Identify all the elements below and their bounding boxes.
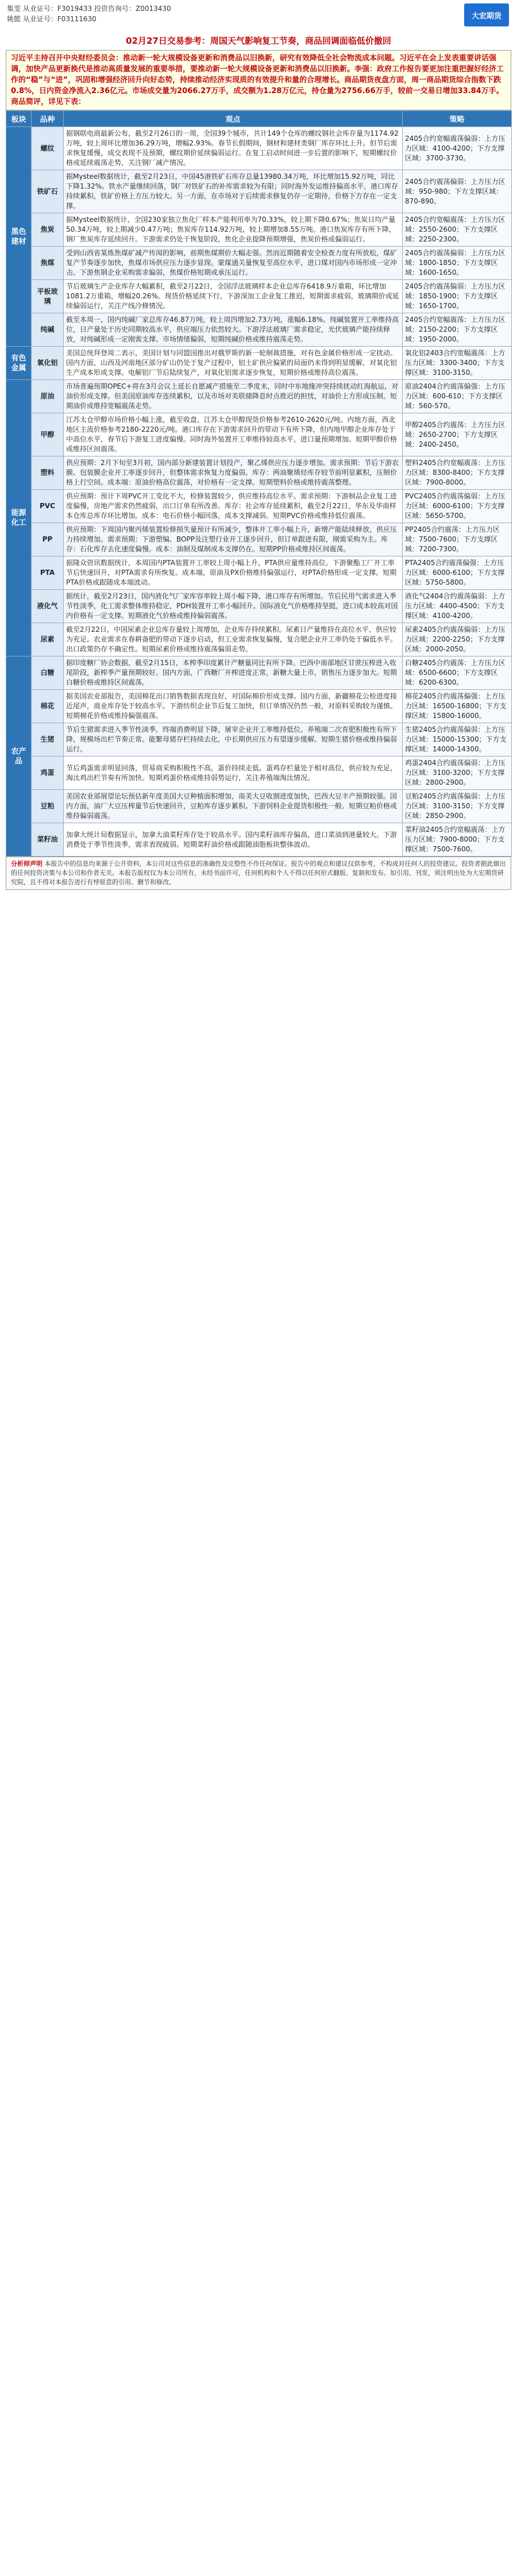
view-cell: 江苏太仓甲醇市场价格小幅上涨，截至收盘，江苏太仓甲醇现货价格参考2610-2620元/吨。内地方面，西北地区主流价格参考2180-2220元/吨。港口库存在下游需求回升的带动下有所下降，但内地甲醇企业库存处于中高位水平，春节后下游复工进度偏慢。同时海外装置开工率维持较高水平，进口量预期增加。短期甲醇价格或维持区间震荡。 <box>64 413 403 456</box>
table-row <box>6 757 512 790</box>
product-cell: 焦煤 <box>32 247 64 280</box>
product-cell: 氧化铝 <box>32 347 64 380</box>
view-cell: 据隆众资讯数据统计，本周国内PTA装置开工率较上周小幅上升，PTA供应量维持高位。下游聚酯工厂开工率节后快速回升，对PTA需求有所恢复。成本端，原油及PX价格维持偏强运行，对PTA价格形成一定支撑。短期PTA价格或跟随成本端波动。 <box>64 556 403 590</box>
category-cell: 农产品 <box>6 657 32 857</box>
header-strategy: 策略 <box>403 111 512 127</box>
table-row <box>6 280 512 313</box>
product-cell: 菜籽油 <box>32 823 64 857</box>
product-cell: 塑料 <box>32 456 64 490</box>
category-cell: 能源化工 <box>6 380 32 657</box>
report-page <box>0 0 517 890</box>
view-cell: 美国农业部展望论坛预估新年度美国大豆种植面积增加，南美大豆收割进度加快，巴西大豆丰产预期较强。国内方面，油厂大豆压榨量节后快速回升，豆粕库存逐步累积。下游饲料企业提货积极性一般。短期豆粕价格或维持偏弱震荡。 <box>64 790 403 823</box>
view-cell: 截至本周一，国内纯碱厂家总库存46.87万吨，较上周四增加2.73万吨，涨幅6.18%。纯碱装置开工率维持高位，日产量处于历史同期较高水平，供应端压力依然较大。下游浮法玻璃厂需求稳定，光伏玻璃产能持续释放，对纯碱形成一定刚需支撑。市场情绪偏弱，短期纯碱价格或维持震荡走势。 <box>64 313 403 347</box>
product-cell: 螺纹 <box>32 127 64 170</box>
product-cell: PTA <box>32 556 64 590</box>
analyst-line-1: 集雯 从业证号：F3019433 投资咨询号：Z0013430 <box>7 5 171 13</box>
product-cell: 生猪 <box>32 723 64 757</box>
product-cell: 焦炭 <box>32 213 64 247</box>
strategy-cell: 2405合约宽幅震荡：上方压力区域：2150-2200；下方支撑区域：1950-2000。 <box>403 313 512 347</box>
strategy-cell: 氧化铝2403合约宽幅震荡：上方压力区域：3300-3400；下方支撑区域：3100-3150。 <box>403 347 512 380</box>
product-cell: 液化气 <box>32 590 64 623</box>
product-cell: 纯碱 <box>32 313 64 347</box>
analyst-info <box>7 3 171 24</box>
table-row <box>6 347 512 380</box>
view-cell: 美国总统拜登周二表示，美国计划与同盟国推出对俄罗斯的新一轮制裁措施，对有色金属价格形成一定扰动。国内方面，山西及河南地区部分矿山仍处于复产过程中，铝土矿供应偏紧的局面仍未得到明显缓解，对氧化铝生产成本形成支撑。电解铝厂节后陆续复产，对氧化铝需求逐步恢复，短期价格或维持高位震荡。 <box>64 347 403 380</box>
strategy-cell: 塑料2405合约宽幅震荡：上方压力区域：8300-8400；下方支撑区域：7900-8000。 <box>403 456 512 490</box>
view-cell: 据美国农业部报告，美国棉花出口销售数据表现良好，对国际棉价形成支撑。国内方面，新疆棉花公检进度接近尾声，商业库存处于较高水平。下游纺织企业节后复工加快，但订单情况仍然一般，对原料采购较为谨慎。短期棉花价格或维持偏强震荡。 <box>64 690 403 723</box>
table-row <box>6 823 512 857</box>
product-cell: 原油 <box>32 380 64 413</box>
product-cell: 白糖 <box>32 657 64 690</box>
product-cell: PP <box>32 523 64 556</box>
table-row <box>6 127 512 170</box>
strategy-cell: 菜籽油2405合约宽幅震荡：上方压力区域：7900-8000；下方支撑区域：7500-7600。 <box>403 823 512 857</box>
product-cell: 铁矿石 <box>32 170 64 213</box>
product-cell: 甲醇 <box>32 413 64 456</box>
table-row <box>6 313 512 347</box>
strategy-cell: 甲醇2405合约震荡：上方压力区域：2650-2700；下方支撑区域：2400-2450。 <box>403 413 512 456</box>
table-row <box>6 790 512 823</box>
disclaimer-heading: 分析师声明 <box>11 860 43 867</box>
strategy-cell: 2405合约宽幅震荡偏弱：上方压力区域：4100-4200；下方支撑区域：3700-3730。 <box>403 127 512 170</box>
table-row <box>6 413 512 456</box>
view-cell: 据Mysteel数据统计，全国230家独立焦化厂样本产能利用率为70.33%，较上期下降0.67%；焦炭日均产量50.34万吨，较上期减少0.47万吨；焦炭库存114.92万吨，较上期增加8.55万吨。港口焦炭库存有所下降，钢厂焦炭库存延续回升。下游需求仍处于恢复阶段，焦化企业提降预期增强，焦炭价格或偏弱运行。 <box>64 213 403 247</box>
strategy-cell: 2405合约宽幅震荡：上方压力区域：2550-2600；下方支撑区域：2250-2300。 <box>403 213 512 247</box>
table-row <box>6 556 512 590</box>
table-row <box>6 380 512 413</box>
category-cell: 有色金属 <box>6 347 32 380</box>
strategy-cell: 棉花2405合约震荡偏强：上方压力区域：16500-16800；下方支撑区域：15800-16000。 <box>403 690 512 723</box>
header-category: 板块 <box>6 111 32 127</box>
view-cell: 节后鸡蛋需求明显回落，贸易商采购积极性不高，蛋价持续走低。蛋鸡存栏量处于相对高位，供应较为充足，淘汰鸡出栏节奏有所加快。短期鸡蛋价格或维持弱势运行，关注养殖端淘汰情况。 <box>64 757 403 790</box>
strategy-cell: 白糖2405合约震荡：上方压力区域：6500-6600；下方支撑区域：6200-6300。 <box>403 657 512 690</box>
view-cell: 市场普遍预期OPEC+将在3月会议上延长自愿减产措施至二季度末，同时中东地缘冲突持续扰动红海航运，对油价形成支撑。但美国原油库存连续累积，以及市场对美联储降息时点推迟的担忧，对油价上方形成压制。短期油价或维持宽幅震荡走势。 <box>64 380 403 413</box>
table-row <box>6 523 512 556</box>
view-cell: 受到山西省某炼焦煤矿减产传闻的影响，前期焦煤期价大幅走强。然而近期随着安全检查力度有所放松，煤矿复产节奏逐步加快，焦煤市场供应压力逐步显现。蒙煤通关量恢复至高位水平，进口煤对国内市场形成一定冲击。下游焦钢企业采购需求偏弱，焦煤价格短期或承压运行。 <box>64 247 403 280</box>
commodity-table <box>6 110 512 857</box>
table-row <box>6 590 512 623</box>
disclaimer <box>6 857 511 890</box>
product-cell: 豆粕 <box>32 790 64 823</box>
strategy-cell: 尿素2405合约震荡偏弱：上方压力区域：2200-2250；下方支撑区域：2000-2050。 <box>403 623 512 657</box>
strategy-cell: 2405合约震荡偏弱：上方压力区域：1850-1900；下方支撑区域：1650-1700。 <box>403 280 512 313</box>
header-view: 观点 <box>64 111 403 127</box>
view-cell: 供应预期：下周国内聚丙烯装置检修损失量预计有所减少，整体开工率小幅上升，新增产能陆续释放，供应压力持续增加。需求预期：下游塑编、BOPP及注塑行业开工逐步回升，但订单跟进有限，刚需采购为主。库存：石化库存去化速度偏慢。成本：油制及煤制成本支撑仍在。短期PP价格或维持区间震荡。 <box>64 523 403 556</box>
strategy-cell: 生猪2405合约震荡偏弱：上方压力区域：15000-15300；下方支撑区域：14000-14300。 <box>403 723 512 757</box>
report-header <box>0 0 517 32</box>
product-cell: PVC <box>32 490 64 523</box>
strategy-cell: 2405合约震荡偏弱：上方压力区域：1800-1850；下方支撑区域：1600-1650。 <box>403 247 512 280</box>
product-cell: 平板玻璃 <box>32 280 64 313</box>
table-row <box>6 623 512 657</box>
strategy-cell: 液化气2404合约震荡偏弱：上方压力区域：4400-4500；下方支撑区域：4100-4200。 <box>403 590 512 623</box>
strategy-cell: PTA2405合约震荡偏强：上方压力区域：6000-6100；下方支撑区域：5750-5800。 <box>403 556 512 590</box>
table-row <box>6 490 512 523</box>
view-cell: 据钢联电商最新公布，截至2月26日的一周，全国39个城市，共计149个仓库的螺纹钢社会库存量为1174.92万吨，较上周环比增加36.29万吨，增幅2.93%。春节长假期间，钢材和建材类钢厂库存环比上升。但节后需求恢复缓慢，成交表现不及预期，螺纹期价延续偏弱运行。在复工启动时间进一步后置的影响下，短期螺纹价格或延续震荡走势，关注钢厂减产情况。 <box>64 127 403 170</box>
strategy-cell: 2405合约震荡偏弱：上方压力区域：950-980；下方支撑区域：870-890。 <box>403 170 512 213</box>
view-cell: 截至2月22日，中国尿素企业总库存量较上周增加，企业库存持续累积。尿素日产量维持在高位水平，供应较为充足。农业需求在春耕备肥的带动下逐步启动，但工业需求恢复偏慢，复合肥企业开工率仍处于偏低水平。出口政策仍存不确定性。短期尿素价格或维持震荡偏弱走势。 <box>64 623 403 657</box>
view-cell: 节后生猪需求进入季节性淡季，终端消费明显下降，屠宰企业开工率维持低位。养殖端二次育肥积极性有所下降，规模场出栏节奏正常。能繁母猪存栏持续去化，中长期供应压力有望逐步缓解。短期生猪价格或维持偏弱运行。 <box>64 723 403 757</box>
strategy-cell: PP2405合约震荡：上方压力区域：7500-7600；下方支撑区域：7200-7300。 <box>403 523 512 556</box>
table-header-row <box>6 111 512 127</box>
view-cell: 加拿大统计局数据显示，加拿大油菜籽库存处于较高水平。国内菜籽油库存偏高，进口菜油到港量较大。下游消费处于季节性淡季，需求表现疲弱。短期菜籽油价格或跟随油脂板块整体波动。 <box>64 823 403 857</box>
strategy-cell: 豆粕2405合约震荡偏弱：上方压力区域：3100-3150；下方支撑区域：2850-2900。 <box>403 790 512 823</box>
table-row <box>6 213 512 247</box>
report-title: 02月27日交易参考：周国天气影响复工节奏，商品回调面临低价撤回 <box>126 36 391 46</box>
strategy-cell: PVC2405合约震荡偏弱：上方压力区域：6000-6100；下方支撑区域：5650-5700。 <box>403 490 512 523</box>
view-cell: 据Mysteel数据统计，截至2月23日，中国45港铁矿石库存总量13980.34万吨，环比增加15.92万吨，同比下降1.32%。铁水产量继续回落，钢厂对铁矿石的补库需求较为有限；同时海外发运维持偏高水平，港口库存持续累积，铁矿价格上方压力较大。另一方面，在市场对于后续需求修复仍存一定期待，价格下方存在一定支撑。 <box>64 170 403 213</box>
view-cell: 据印度糖厂协会数据，截至2月15日，本榨季印度累计产糖量同比有所下降。巴西中南部地区甘蔗压榨进入收尾阶段，新榨季产量预期较好。国内方面，广西糖厂开榨进度正常，新糖大量上市，销售压力逐步加大。短期白糖价格或维持区间震荡。 <box>64 657 403 690</box>
view-cell: 供应预期：预计下周PVC开工变化不大，检修装置较少，供应维持高位水平。需求预期：下游制品企业复工进度偏慢，房地产需求仍然疲弱，出口订单有所改善。库存：社会库存延续累积，截至2月22日，华东及华南样本仓库总库存环比增加。成本：电石价格小幅回落，成本支撑减弱。短期PVC价格或维持低位震荡。 <box>64 490 403 523</box>
table-body <box>6 127 512 857</box>
table-row <box>6 456 512 490</box>
table-row <box>6 690 512 723</box>
strategy-cell: 原油2404合约震荡偏强：上方压力区域：600-610；下方支撑区域：560-570。 <box>403 380 512 413</box>
disclaimer-text: 本报告中的信息均来源于公开资料，本公司对这些信息的准确性及完整性不作任何保证。报告中的观点和建议仅供参考，不构成对任何人的投资建议。投资者据此做出的任何投资决策与本公司和作者无关。本报告版权仅为本公司所有，未经书面许可，任何机构和个人不得以任何形式翻版、复制和发布。如引用、刊发，须注明出处为大宏期货研究院，且不得对本报告进行有悖原意的引用、删节和修改。 <box>11 860 506 886</box>
view-cell: 供应预期：2月下旬至3月初，国内部分新建装置计划投产，聚乙烯供应压力逐步增加。需求预期：节后下游农膜、包装膜企业开工率逐步回升，但整体需求恢复力度偏弱。库存：两油聚烯烃库存较节前明显累积，压制价格上行空间。成本端：原油价格高位震荡，对价格有一定支撑。短期塑料价格或维持震荡整理。 <box>64 456 403 490</box>
table-row <box>6 247 512 280</box>
product-cell: 尿素 <box>32 623 64 657</box>
header-product: 品种 <box>32 111 64 127</box>
category-cell: 黑色建材 <box>6 127 32 347</box>
view-cell: 节后玻璃生产企业库存大幅累积，截至2月22日，全国浮法玻璃样本企业总库存6418.9万重箱，环比增加1081.2万重箱，增幅20.26%。现货价格延续下行，下游深加工企业复工推迟，短期需求疲弱，玻璃期价或延续偏弱运行，关注产线冷修情况。 <box>64 280 403 313</box>
table-row <box>6 723 512 757</box>
company-logo: 大宏期货 <box>464 3 509 26</box>
table-row <box>6 657 512 690</box>
view-cell: 据统计，截至2月23日，国内液化气厂家库容率较上周小幅下降，港口库存有所增加。节后民用气需求进入季节性淡季，化工需求整体维持稳定，PDH装置开工率小幅回升。国际液化气价格维持坚挺，进口成本较高对国内价格有一定支撑。短期液化气价格或维持偏弱震荡。 <box>64 590 403 623</box>
product-cell: 鸡蛋 <box>32 757 64 790</box>
analyst-line-2: 姚懿 从业证号：F03111630 <box>7 15 97 23</box>
strategy-cell: 鸡蛋2404合约震荡偏弱：上方压力区域：3100-3200；下方支撑区域：2800-2900。 <box>403 757 512 790</box>
market-summary: 习近平主持召开中央财经委员会：推动新一轮大规模设备更新和消费品以旧换新，研究有效降低全社会物流成本问题。习近平在会上发表重要讲话强调，加快产品更新换代是推动高质量发展的重要举措，要推动新一轮大规模设备更新和消费品以旧换新。李强：政府工作报告要更加注重把握好经济工作的“稳”与“进”，巩固和增强经济回升向好态势，持续推动经济实现质的有效提升和量的合理增长。商品期货夜盘方面，周一商品期货综合指数下跌0.8%，日内资金净流入2.36亿元。市场成交量为2066.27万手，成交额为1.28万亿元，持仓量为2756.66万手，较前一交易日增加33.84万手。商品简评，详见下表： <box>6 50 511 110</box>
table-row <box>6 170 512 213</box>
product-cell: 棉花 <box>32 690 64 723</box>
